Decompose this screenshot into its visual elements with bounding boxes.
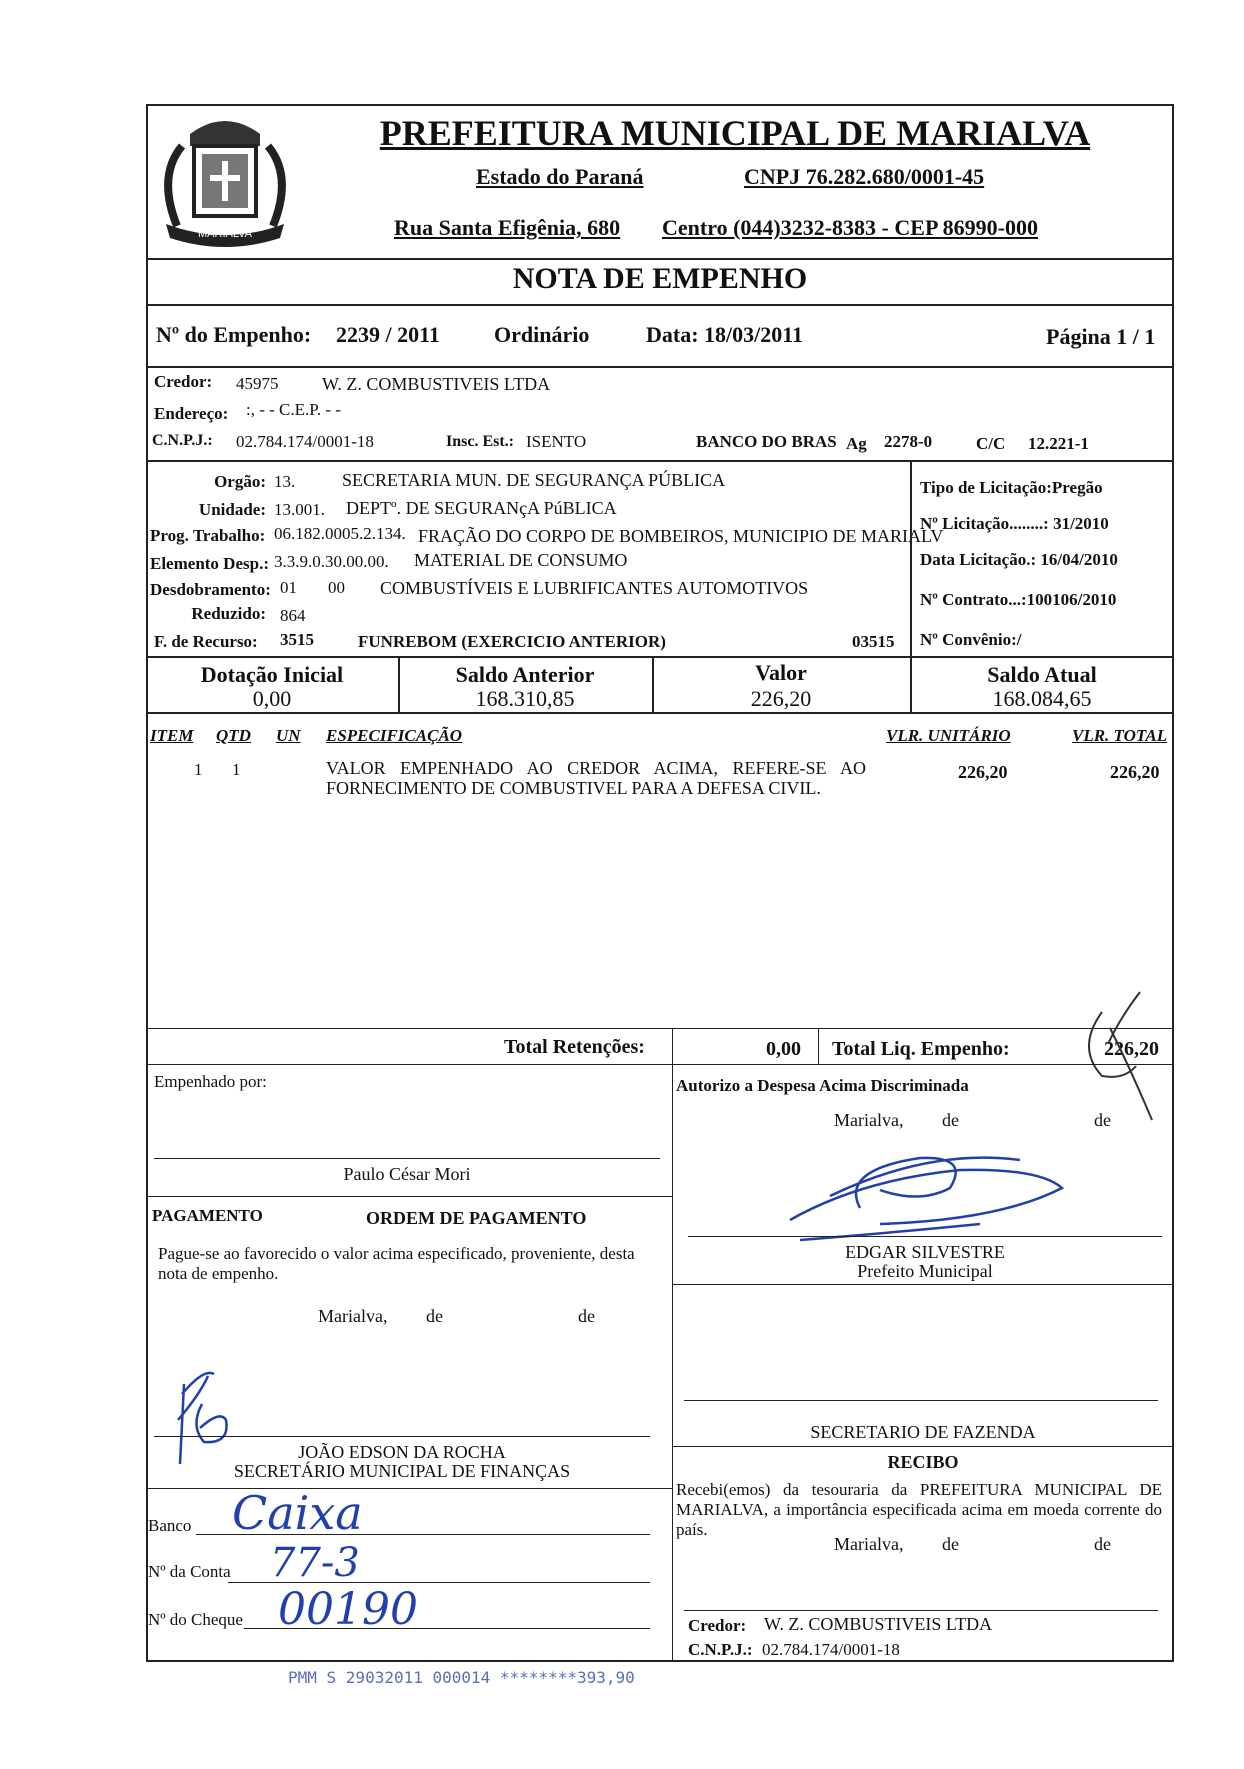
recibo-cnpj-label: C.N.P.J.: bbox=[688, 1640, 753, 1659]
autorizo-place: Marialva, bbox=[834, 1110, 904, 1130]
credor-code: 45975 bbox=[236, 374, 279, 393]
document-title: NOTA DE EMPENHO bbox=[512, 262, 808, 295]
autorizo-label: Autorizo a Despesa Acima Discriminada bbox=[676, 1076, 969, 1095]
saldo-atual-label: Saldo Atual bbox=[987, 662, 1097, 687]
empenho-number: 2239 / 2011 bbox=[336, 322, 440, 347]
agency-label: Ag bbox=[846, 434, 867, 453]
financas-role: SECRETÁRIO MUNICIPAL DE FINANÇAS bbox=[233, 1461, 571, 1481]
insc-label: Insc. Est.: bbox=[446, 433, 515, 450]
col-un: UN bbox=[276, 726, 301, 745]
recurso-code: 3515 bbox=[280, 630, 314, 649]
ordem-pagamento-title: ORDEM DE PAGAMENTO bbox=[366, 1208, 587, 1228]
bank-name: BANCO DO BRAS bbox=[696, 432, 837, 451]
desdobramento-b: 00 bbox=[328, 578, 345, 597]
payment-stamp: PMM S 29032011 000014 ********393,90 bbox=[288, 1668, 635, 1687]
elemento-label: Elemento Desp.: bbox=[150, 554, 269, 573]
row-item: 1 bbox=[194, 760, 203, 779]
insc-value: ISENTO bbox=[526, 432, 587, 451]
recurso-name: FUNREBOM (EXERCICIO ANTERIOR) bbox=[358, 632, 666, 651]
endereco-label: Endereço: bbox=[154, 404, 229, 423]
valor-value: 226,20 bbox=[750, 686, 812, 711]
total-retencoes-label: Total Retenções: bbox=[504, 1036, 645, 1058]
recibo-text-1: Recebi(emos) da tesouraria da PREFEITURA MUNICIPAL DE bbox=[676, 1480, 1162, 1499]
row-spec-line2: FORNECIMENTO DE COMBUSTIVEL PARA A DEFESA CIVIL. bbox=[326, 778, 821, 798]
address-contact: Centro (044)3232-8383 - CEP 86990-000 bbox=[662, 215, 1038, 240]
row-vlr-unitario: 226,20 bbox=[958, 762, 1008, 782]
empenho-type: Ordinário bbox=[494, 322, 590, 347]
municipality-title: PREFEITURA MUNICIPAL DE MARIALVA bbox=[379, 113, 1091, 153]
col-item: ITEM bbox=[150, 726, 194, 745]
credor-cnpj-label: C.N.P.J.: bbox=[152, 432, 213, 449]
endereco-value: :, - - C.E.P. - - bbox=[246, 400, 341, 419]
credor-name: W. Z. COMBUSTIVEIS LTDA bbox=[322, 374, 551, 394]
reduzido-value: 864 bbox=[280, 606, 306, 625]
col-qtd: QTD bbox=[216, 726, 251, 745]
recurso-label: F. de Recurso: bbox=[154, 632, 258, 651]
total-retencoes-value: 0,00 bbox=[766, 1038, 801, 1060]
empenhado-label: Empenhado por: bbox=[154, 1072, 267, 1091]
prefeito-name: EDGAR SILVESTRE bbox=[845, 1242, 1005, 1262]
conta-value: 77-3 bbox=[270, 1540, 360, 1586]
col-especificacao: ESPECIFICAÇÃO bbox=[326, 726, 463, 745]
contrato-numero: Nº Contrato...:100106/2010 bbox=[920, 590, 1117, 609]
pagamento-de2: de bbox=[578, 1306, 595, 1326]
conta-label: Nº da Conta bbox=[148, 1562, 231, 1581]
recibo-text-2: MARIALVA, a importância especificada acima em moeda corrente do bbox=[676, 1500, 1162, 1519]
col-vlr-unitario: VLR. UNITÁRIO bbox=[886, 726, 1011, 745]
municipal-crest bbox=[152, 106, 298, 256]
empenhado-name: Paulo César Mori bbox=[343, 1164, 471, 1184]
licitacao-numero: Nº Licitação........: 31/2010 bbox=[920, 514, 1109, 533]
autorizo-de2: de bbox=[1094, 1110, 1111, 1130]
elemento-code: 3.3.9.0.30.00.00. bbox=[274, 552, 389, 571]
pagamento-label: PAGAMENTO bbox=[152, 1206, 263, 1225]
agency-number: 2278-0 bbox=[884, 432, 933, 451]
pagamento-text-2: nota de empenho. bbox=[158, 1264, 279, 1283]
valor-label: Valor bbox=[755, 660, 807, 685]
address-street: Rua Santa Efigênia, 680 bbox=[394, 215, 621, 240]
state-name: Estado do Paraná bbox=[476, 164, 644, 189]
total-liquido-label: Total Liq. Empenho: bbox=[832, 1038, 1010, 1060]
pagamento-place: Marialva, bbox=[318, 1306, 388, 1326]
banco-value: Caixa bbox=[232, 1486, 363, 1540]
fazenda-role: SECRETARIO DE FAZENDA bbox=[810, 1422, 1036, 1442]
recibo-credor: W. Z. COMBUSTIVEIS LTDA bbox=[764, 1614, 993, 1634]
elemento-name: MATERIAL DE CONSUMO bbox=[414, 550, 628, 570]
page-indicator: Página 1 / 1 bbox=[1046, 324, 1156, 349]
empenho-label: Nº do Empenho: bbox=[156, 322, 312, 347]
crest-text: MARIALVA bbox=[198, 228, 252, 240]
saldo-atual-value: 168.084,65 bbox=[992, 686, 1092, 711]
handwritten-mark bbox=[1080, 988, 1160, 1128]
orgao-label: Orgão: bbox=[214, 472, 266, 491]
desdobramento-a: 01 bbox=[280, 578, 297, 597]
unidade-label: Unidade: bbox=[198, 500, 266, 519]
dotacao-inicial-value: 0,00 bbox=[252, 686, 292, 711]
prog-label: Prog. Trabalho: bbox=[150, 526, 266, 545]
recibo-credor-label: Credor: bbox=[688, 1616, 747, 1635]
prog-name: FRAÇÃO DO CORPO DE BOMBEIROS, MUNICIPIO DE MARIALV bbox=[418, 526, 944, 546]
saldo-anterior-label: Saldo Anterior bbox=[455, 662, 595, 687]
row-vlr-total: 226,20 bbox=[1110, 762, 1160, 782]
financas-signer: JOÃO EDSON DA ROCHA bbox=[298, 1442, 506, 1462]
row-spec-line1: VALOR EMPENHADO AO CREDOR ACIMA, REFERE-SE AO bbox=[326, 758, 866, 778]
saldo-anterior-value: 168.310,85 bbox=[475, 686, 575, 711]
banco-label: Banco bbox=[148, 1516, 192, 1535]
licitacao-tipo: Tipo de Licitação:Pregão bbox=[920, 478, 1103, 497]
prog-code: 06.182.0005.2.134. bbox=[274, 524, 406, 543]
prefeito-signature bbox=[780, 1140, 1080, 1250]
dotacao-inicial-label: Dotação Inicial bbox=[200, 662, 344, 687]
pagamento-text-1: Pague-se ao favorecido o valor acima especificado, proveniente, desta bbox=[158, 1244, 635, 1263]
desdobramento-name: COMBUSTÍVEIS E LUBRIFICANTES AUTOMOTIVOS bbox=[380, 578, 809, 598]
cheque-value: 00190 bbox=[278, 1584, 418, 1635]
recibo-title: RECIBO bbox=[887, 1452, 959, 1472]
recibo-cnpj: 02.784.174/0001-18 bbox=[762, 1640, 900, 1659]
recurso-ref: 03515 bbox=[852, 632, 895, 651]
cc-label: C/C bbox=[976, 434, 1006, 453]
orgao-name: SECRETARIA MUN. DE SEGURANÇA PÚBLICA bbox=[342, 470, 726, 490]
row-qtd: 1 bbox=[232, 760, 241, 779]
recibo-place: Marialva, bbox=[834, 1534, 904, 1554]
convenio-numero: Nº Convênio:/ bbox=[920, 630, 1022, 649]
desdobramento-label: Desdobramento: bbox=[150, 580, 271, 599]
cnpj-prefeitura: CNPJ 76.282.680/0001-45 bbox=[744, 164, 985, 189]
prefeito-role: Prefeito Municipal bbox=[857, 1261, 993, 1281]
unidade-name: DEPTº. DE SEGURANçA PúBLICA bbox=[346, 498, 617, 518]
orgao-code: 13. bbox=[274, 472, 296, 491]
pagamento-de1: de bbox=[426, 1306, 443, 1326]
licitacao-data: Data Licitação.: 16/04/2010 bbox=[920, 550, 1118, 569]
reduzido-label: Reduzido: bbox=[191, 604, 266, 623]
recibo-text-3: país. bbox=[676, 1520, 708, 1539]
col-vlr-total: VLR. TOTAL bbox=[1072, 726, 1168, 745]
recibo-de2: de bbox=[1094, 1534, 1111, 1554]
cheque-label: Nº do Cheque bbox=[148, 1610, 243, 1629]
credor-cnpj: 02.784.174/0001-18 bbox=[236, 432, 374, 451]
credor-label: Credor: bbox=[154, 372, 213, 391]
unidade-code: 13.001. bbox=[274, 500, 325, 519]
empenho-date: Data: 18/03/2011 bbox=[646, 322, 804, 347]
autorizo-de1: de bbox=[942, 1110, 959, 1130]
total-liquido-value: 226,20 bbox=[1104, 1038, 1159, 1060]
recibo-de1: de bbox=[942, 1534, 959, 1554]
cc-number: 12.221-1 bbox=[1028, 434, 1089, 453]
